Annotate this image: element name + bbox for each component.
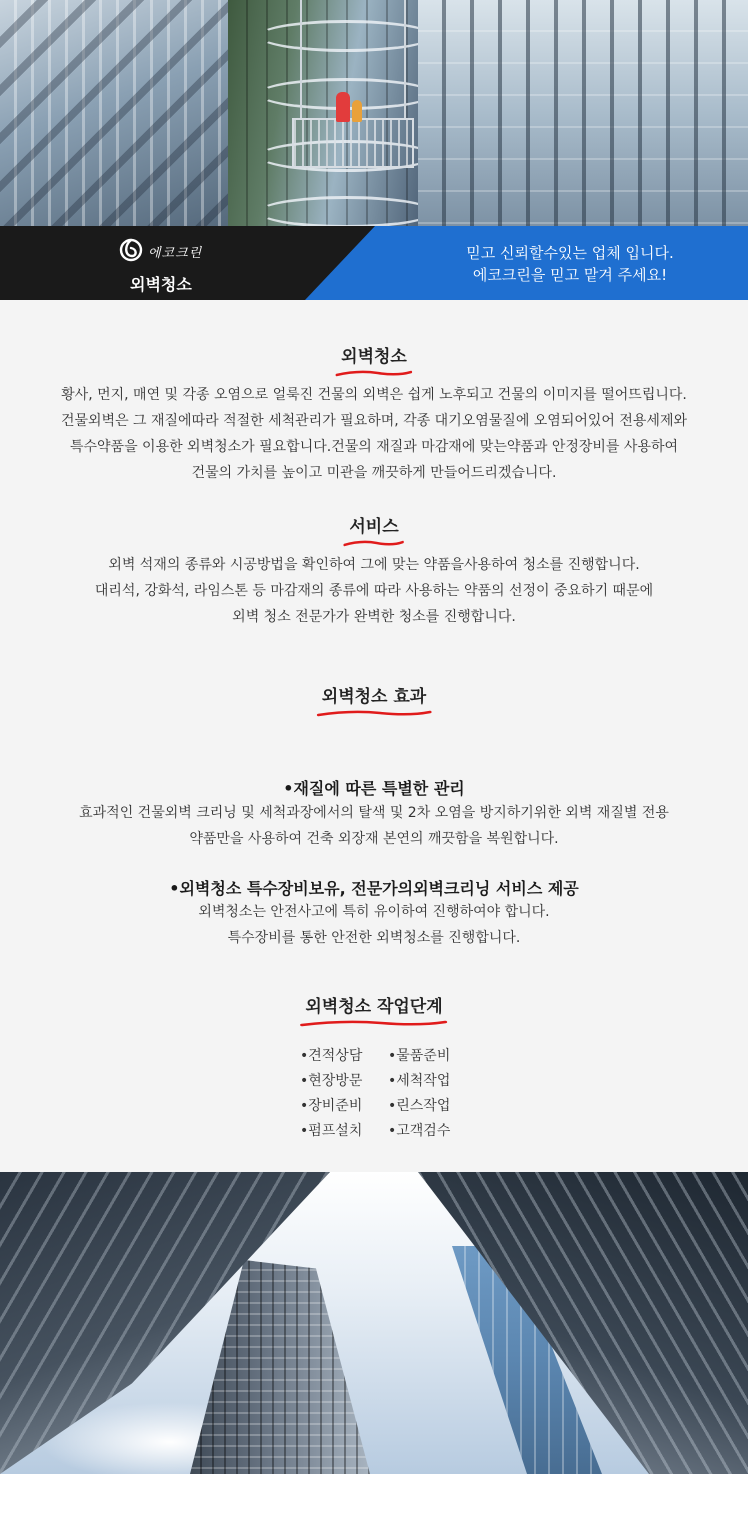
text-line: 효과적인 건물외벽 크리닝 및 세척과장에서의 탈색 및 2차 오염을 방지하기위한 외벽 재질별 전용	[79, 805, 669, 821]
text-line: 외벽 석재의 종류와 시공방법을 확인하여 그에 맞는 약품을사용하여 청소를 진행합니다.	[108, 557, 640, 573]
swirl-logo-icon	[118, 236, 144, 262]
step-item: •현장방문	[300, 1073, 363, 1089]
effect-heading: •외벽청소 특수장비보유, 전문가의외벽크리닝 서비스 제공	[169, 879, 579, 898]
brand	[118, 232, 228, 294]
red-underline	[316, 709, 432, 717]
effect-description	[30, 800, 718, 852]
cleaning-description	[30, 382, 718, 486]
text-line: 특수약품을 이용한 외벽청소가 필요합니다.건물의 재질과 마감재에 맞는약품과 안정장비를 사용하여	[69, 439, 679, 455]
section-title-steps	[0, 992, 748, 1017]
step-item: •고객검수	[388, 1123, 451, 1139]
effect-description	[30, 899, 718, 951]
section-title-cleaning	[0, 342, 748, 367]
hero-right-building	[418, 0, 748, 226]
text-line: 약품만을 사용하여 건축 외장재 본연의 깨끗함을 복원합니다.	[189, 831, 559, 847]
step-item: •펌프설치	[300, 1123, 363, 1139]
section-title-label: 외벽청소 효과	[321, 687, 427, 707]
step-item: •세척작업	[388, 1073, 451, 1089]
section-title-service	[0, 512, 748, 537]
red-underline	[299, 1019, 448, 1027]
section-title-text	[341, 342, 407, 367]
step-item: •물품준비	[388, 1048, 451, 1064]
brand-service-name: 외벽청소	[130, 275, 192, 294]
header-bar	[0, 226, 748, 300]
step-item: •린스작업	[388, 1098, 451, 1114]
section-title-text	[322, 682, 426, 707]
hero-cable	[300, 0, 302, 120]
step-item: •견적상담	[300, 1048, 363, 1064]
hero-ring	[258, 20, 434, 52]
footer-photo	[0, 1172, 748, 1474]
slogan-line: 믿고 신뢰할수있는 업체 입니다.	[466, 244, 674, 262]
hero-gondola	[292, 118, 414, 168]
section-title-label: 외벽청소 작업단계	[305, 997, 443, 1017]
hero-center-building	[228, 0, 418, 226]
brand-logo-text: 에코크린	[148, 246, 203, 261]
section-title-label: 서비스	[349, 517, 399, 537]
section-title-text	[305, 992, 442, 1017]
section-title-effects	[0, 682, 748, 707]
text-line: 건물의 가치를 높이고 미관을 깨끗하게 만들어드리겠습니다.	[191, 465, 557, 481]
step-item: •장비준비	[300, 1098, 363, 1114]
section-title-label: 외벽청소	[341, 347, 407, 367]
text-line: 특수장비를 통한 안전한 외벽청소를 진행합니다.	[227, 930, 521, 946]
text-line: 건물외벽은 그 재질에따라 적절한 세척관리가 필요하며, 각종 대기오염물질에 오염되어있어 전용세제와	[60, 413, 688, 429]
service-description	[30, 552, 718, 630]
header-slogan	[420, 242, 720, 286]
steps-column	[388, 1044, 478, 1144]
text-line: 외벽청소는 안전사고에 특히 유이하여 진행하여야 합니다.	[198, 904, 550, 920]
section-title-text	[349, 512, 398, 537]
slogan-line: 에코크린을 믿고 맡겨 주세요!	[472, 266, 668, 284]
red-underline	[343, 539, 404, 547]
text-line: 외벽 청소 전문가가 완벽한 청소를 진행합니다.	[232, 609, 516, 625]
hero-worker	[352, 100, 362, 122]
hero-worker	[336, 92, 350, 122]
hero-ring	[258, 196, 434, 226]
hero-left-building	[0, 0, 230, 226]
hero-photo	[0, 0, 748, 226]
steps-column	[300, 1044, 390, 1144]
text-line: 황사, 먼지, 매연 및 각종 오염으로 얼룩진 건물의 외벽은 쉽게 노후되고 건물의 이미지를 떨어뜨립니다.	[61, 387, 687, 403]
effect-heading: •재질에 따른 특별한 관리	[283, 779, 465, 798]
text-line: 대리석, 강화석, 라임스톤 등 마감재의 종류에 따라 사용하는 약품의 선정이 중요하기 때문에	[94, 583, 654, 599]
red-underline	[335, 369, 413, 377]
hero-cable	[404, 0, 406, 120]
